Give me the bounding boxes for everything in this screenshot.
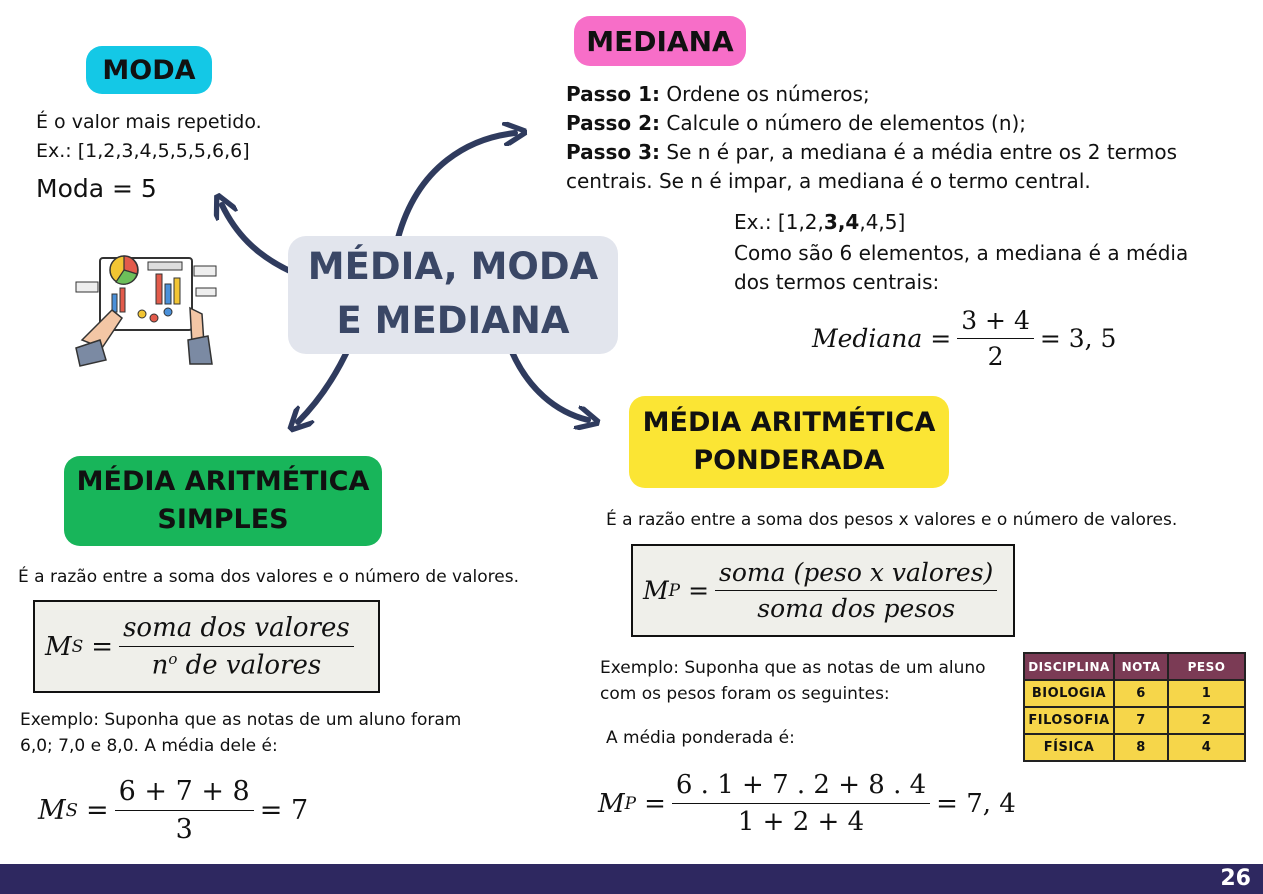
simples-example-2: 6,0; 7,0 e 8,0. A média dele é: xyxy=(20,736,278,756)
simples-calculation: M S = $\frac{6 + 7 + 8}{3}$ = 7 xyxy=(38,776,309,845)
ponderada-result-label: A média ponderada é: xyxy=(606,728,795,748)
moda-definition: É o valor mais repetido. xyxy=(36,111,262,133)
moda-title: MODA xyxy=(86,46,212,94)
arrow-to-simples xyxy=(298,345,350,422)
table-cell: FÍSICA xyxy=(1024,734,1114,761)
ponderada-definition: É a razão entre a soma dos pesos x valores e o número de valores. xyxy=(606,510,1178,530)
ponderada-title-line-2: PONDERADA xyxy=(693,445,885,476)
table-cell: 4 xyxy=(1168,734,1245,761)
moda-result: Moda = 5 xyxy=(36,174,157,203)
moda-example: Ex.: [1,2,3,4,5,5,5,6,6] xyxy=(36,140,250,162)
footer-bar xyxy=(0,864,1263,894)
table-row xyxy=(1024,680,1245,707)
simples-title xyxy=(64,456,382,546)
table-cell: 8 xyxy=(1114,734,1168,761)
arrow-to-ponderada xyxy=(512,352,588,420)
center-title-line-1: MÉDIA, MODA xyxy=(307,245,599,288)
simples-title-line-2: SIMPLES xyxy=(157,504,289,535)
mediana-example: Ex.: [1,2,3,4,4,5] xyxy=(734,210,906,234)
ponderada-title-line-1: MÉDIA ARITMÉTICA xyxy=(642,407,936,438)
table-cell: BIOLOGIA xyxy=(1024,680,1114,707)
mediana-formula: Mediana = $\frac{3 + 4}{2}$ = 3, 5 xyxy=(812,306,1117,371)
header-nota: NOTA xyxy=(1114,653,1168,680)
ponderada-formula-box: M P = $\frac{\text{soma (peso x valores)}}{\text{soma dos pesos}}$ xyxy=(631,544,1015,637)
grades-table xyxy=(1023,652,1246,762)
mediana-step-3: Passo 3: Se n é par, a mediana é a média entre os 2 termos xyxy=(566,140,1177,164)
table-row xyxy=(1024,734,1245,761)
simples-definition: É a razão entre a soma dos valores e o número de valores. xyxy=(18,567,519,587)
header-peso: PESO xyxy=(1168,653,1245,680)
mediana-title: MEDIANA xyxy=(574,16,746,66)
ponderada-example-2: com os pesos foram os seguintes: xyxy=(600,684,890,704)
table-cell: 6 xyxy=(1114,680,1168,707)
table-cell: 2 xyxy=(1168,707,1245,734)
table-row xyxy=(1024,707,1245,734)
simples-example-1: Exemplo: Suponha que as notas de um aluno foram xyxy=(20,710,462,730)
ponderada-title xyxy=(629,396,949,488)
ponderada-calculation: M P = $\frac{6 . 1 + 7 . 2 + 8 . 4}{1 + 2 + 4}$ = 7, 4 xyxy=(598,770,1016,837)
data-analysis-illustration-icon xyxy=(72,248,222,368)
grades-table-header xyxy=(1024,653,1245,680)
center-title xyxy=(288,240,618,348)
page-number: 26 xyxy=(1220,866,1251,891)
mediana-step-2: Passo 2: Calcule o número de elementos (n); xyxy=(566,111,1027,135)
simples-formula-box: M S = $\frac{\text{soma dos valores}}{n^o de valores}$ xyxy=(33,600,380,693)
center-title-line-2: E MEDIANA xyxy=(336,299,570,342)
table-cell: 7 xyxy=(1114,707,1168,734)
mediana-explain-2: dos termos centrais: xyxy=(734,270,940,294)
mediana-explain-1: Como são 6 elementos, a mediana é a média xyxy=(734,241,1189,265)
mediana-steps xyxy=(566,80,1177,196)
table-cell: 1 xyxy=(1168,680,1245,707)
arrow-to-moda xyxy=(222,205,292,272)
ponderada-example-1: Exemplo: Suponha que as notas de um aluno xyxy=(600,658,986,678)
header-disciplina: DISCIPLINA xyxy=(1024,653,1114,680)
simples-title-line-1: MÉDIA ARITMÉTICA xyxy=(76,466,370,497)
mediana-step-1: Passo 1: Ordene os números; xyxy=(566,82,870,106)
mediana-step-3-continued: centrais. Se n é impar, a mediana é o termo central. xyxy=(566,169,1091,193)
arrow-to-mediana xyxy=(398,133,515,238)
table-cell: FILOSOFIA xyxy=(1024,707,1114,734)
